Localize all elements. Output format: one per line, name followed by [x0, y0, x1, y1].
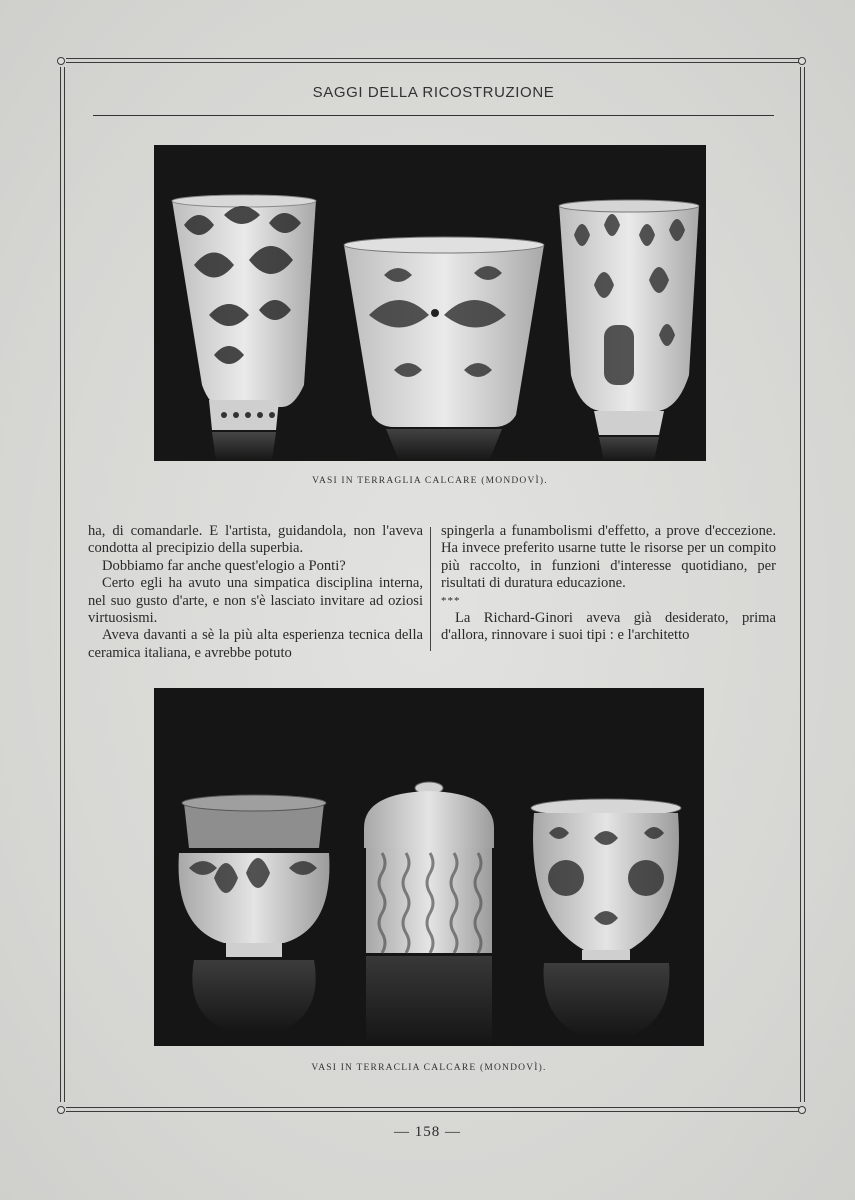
- paragraph: Dobbiamo far anche quest'elogio a Ponti?: [102, 557, 346, 574]
- frame-corner-ornament: [57, 1106, 65, 1114]
- paragraph: Aveva davanti a sè la più alta esperienza tecnica della ceramica italiana, e avrebbe potuto: [88, 627, 423, 661]
- photo-vases-bottom: [154, 688, 704, 1046]
- column-divider: [430, 527, 431, 651]
- frame-top-rule: [66, 58, 801, 59]
- figure-caption-bottom: VASI IN TERRACLIA CALCARE (MONDOVÌ).: [311, 1063, 547, 1073]
- section-break-asterisks: ***: [441, 594, 461, 607]
- frame-top-rule-inner: [66, 62, 801, 63]
- figure-caption-top: VASI IN TERRAGLIA CALCARE (MONDOVÌ).: [312, 476, 548, 486]
- paragraph: ha, di comandarle. E l'artista, guidandola, non l'aveva condotta al precipizio della superbia.: [88, 523, 423, 557]
- running-head: SAGGI DELLA RICOSTRUZIONE: [312, 84, 555, 101]
- frame-left-rule-inner: [64, 67, 65, 1102]
- text-column-left: [88, 523, 423, 662]
- photo-vases-top: [154, 145, 706, 461]
- page-number: — 158 —: [394, 1124, 461, 1140]
- jar-right: [531, 799, 681, 1038]
- frame-bottom-rule-inner: [66, 1111, 801, 1112]
- jar-left: [179, 795, 330, 1033]
- paragraph: spingerla a funambolismi d'effetto, a prove d'eccezione. Ha invece preferito usarne tutte le risorse per un compito più raccolto, in funzioni d'interesse quotidiano, per risultati di duratura educazione.: [441, 523, 776, 592]
- paragraph: Certo egli ha avuto una simpatica disciplina interna, nel suo gusto d'arte, e non s'è lasciato invitare ad oziosi virtuosismi.: [88, 575, 423, 627]
- frame-right-rule-inner: [804, 67, 805, 1102]
- frame-corner-ornament: [57, 57, 65, 65]
- frame-left-rule: [60, 67, 61, 1102]
- frame-right-rule: [800, 67, 801, 1102]
- frame-corner-ornament: [798, 1106, 806, 1114]
- running-head-rule: [93, 115, 774, 116]
- frame-bottom-rule: [66, 1107, 801, 1108]
- paragraph: La Richard-Ginori aveva già desiderato, prima d'allora, rinnovare i suoi tipi : e l'architetto: [441, 609, 776, 644]
- frame-corner-ornament: [798, 57, 806, 65]
- jar-middle: [364, 782, 494, 1046]
- text-column-right: [441, 523, 776, 644]
